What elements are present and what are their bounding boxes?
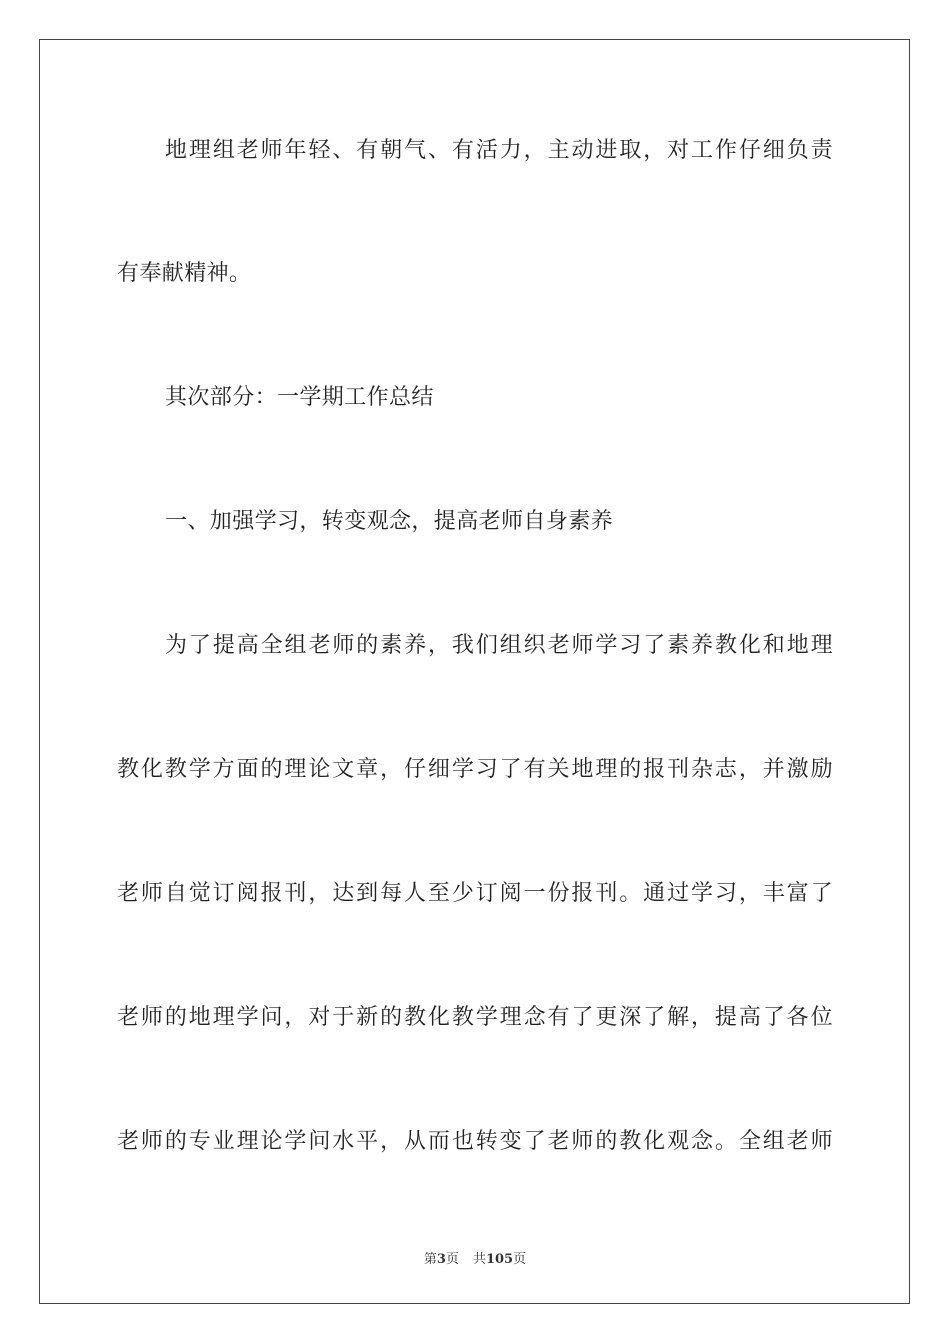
footer-page-number: 3: [436, 1252, 446, 1267]
footer-total-suffix: 页: [513, 1252, 527, 1267]
footer-total-number: 105: [485, 1252, 514, 1267]
paragraph-line: 有奉献精神。: [117, 261, 252, 286]
paragraph-line: 老师的地理学问，对于新的教化教学理念有了更深了解，提高了各位: [117, 1005, 833, 1030]
page-footer: [0, 1248, 950, 1267]
paragraph-line: 为了提高全组老师的素养，我们组织老师学习了素养教化和地理: [165, 633, 833, 658]
footer-page-suffix: 页: [445, 1252, 459, 1267]
paragraph-line: 教化教学方面的理论文章，仔细学习了有关地理的报刊杂志，并激励: [117, 757, 833, 782]
footer-page-prefix: 第: [423, 1252, 437, 1267]
footer-total-prefix: 共: [472, 1252, 486, 1267]
page-border: [39, 39, 910, 1304]
subsection-heading: 一、加强学习，转变观念，提高老师自身素养: [165, 509, 614, 534]
paragraph-line: 地理组老师年轻、有朝气、有活力，主动进取，对工作仔细负责: [165, 138, 833, 163]
paragraph-line: 老师自觉订阅报刊，达到每人至少订阅一份报刊。通过学习，丰富了: [117, 881, 833, 906]
section-heading: 其次部分：一学期工作总结: [165, 385, 434, 410]
paragraph-line: 老师的专业理论学问水平，从而也转变了老师的教化观念。全组老师: [117, 1129, 833, 1154]
